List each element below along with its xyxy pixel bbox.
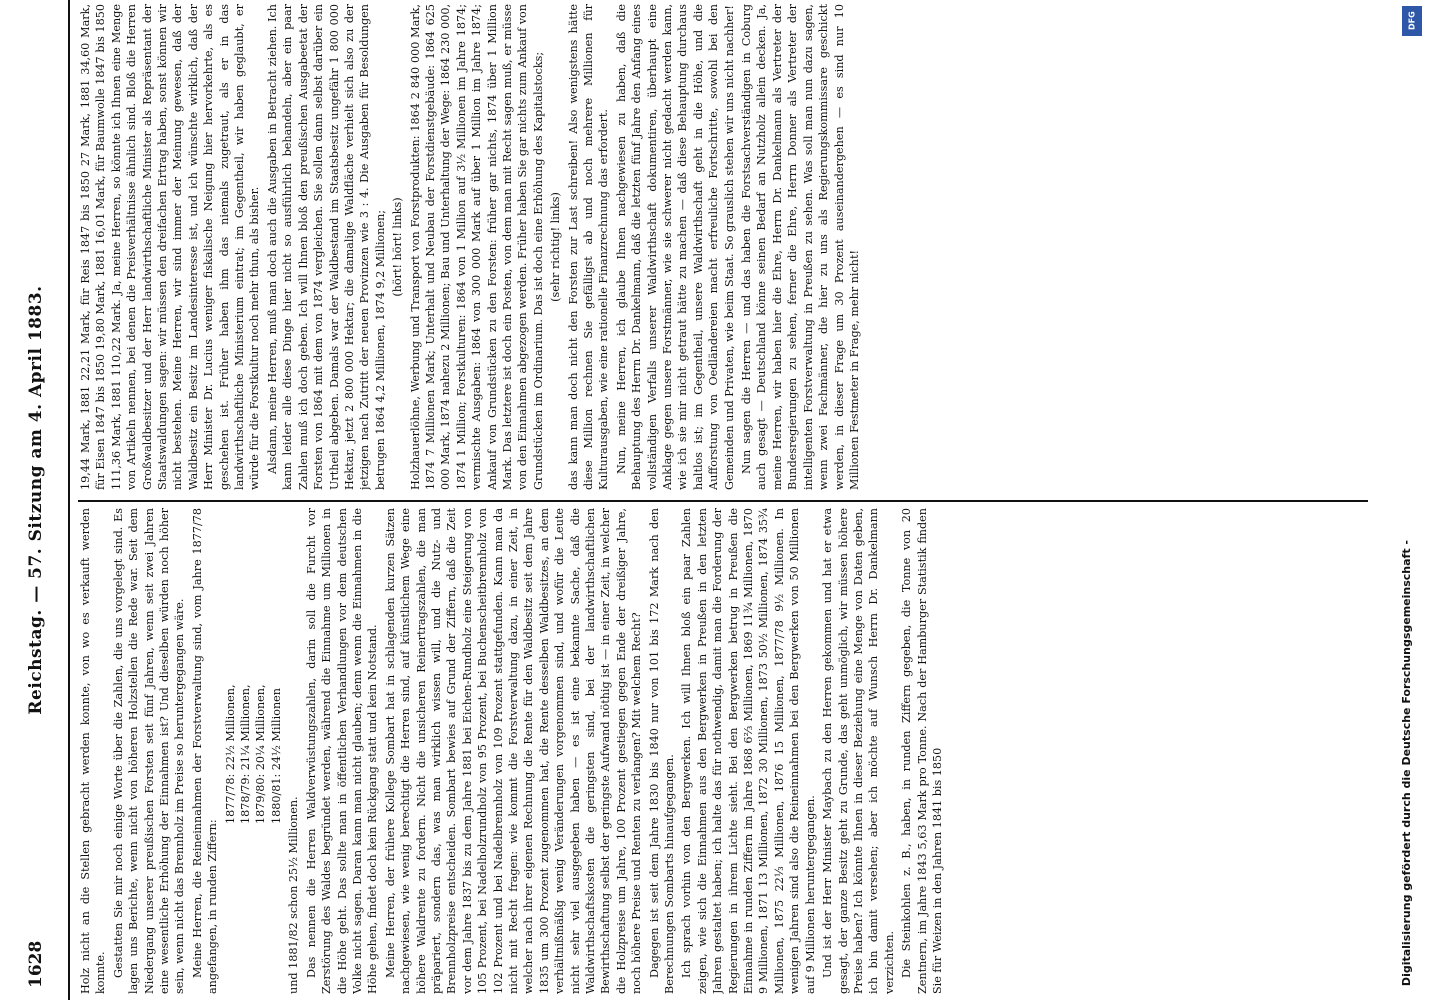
page-header (0, 0, 70, 1000)
paragraph: Und ist der Herr Minister Maybach zu den Herren gekommen und hat er etwa gesagt, der ganze Besitz geht zu Grunde, das geht unmöglich, wir müssen höhere Preise haben? Ich könnte Ihnen in dieser Beziehung eine Menge von Daten geben, ich bin damit versehen; aber ich möchte auf Wunsch Herrn Dr. Dankelmann verzichten. (821, 508, 896, 994)
paragraph: das kann man doch nicht den Forsten zur Last schreiben! Also wenigstens hätte diese Million rechnen Sie gefälligst ab und noch mehrere Millionen für Kulturausgaben, wie eine rationelle Finanzrechnung das erfordert. (566, 4, 611, 490)
page-number: 1628 (26, 940, 46, 988)
table-row: 1880/81: 24½ Millionen (269, 688, 283, 824)
left-column (78, 508, 1368, 994)
paragraph: Alsdann, meine Herren, muß man doch auch die Ausgaben in Betracht ziehen. Ich kann leider alle diese Dinge hier nicht so ausführlich behandeln, aber ein paar Zahlen muß ich doch geben. Ich will Ihnen bloß den preußischen Ausgabeetat der Forsten von 1864 mit dem von 1874 vergleichen. Sie sollen dann selbst darüber ein Urtheil abgeben. Damals war der Waldbestand im Staatsbesitz ungefähr 1 800 000 Hektar, jetzt 2 800 000 Hektar; die damalige Waldfläche verhielt sich also zu der jetzigen nach Zutritt der neuen Provinzen wie 3 : 4. Die Ausgaben für Besoldungen betrugen 1864 4,2 Millionen, 1874 9,2 Millionen; (265, 4, 387, 490)
paragraph: Holz nicht an die Stellen gebracht werden konnte, von wo es verkauft werden konnte. (79, 508, 108, 994)
table-row: 1877/78: 22½ Millionen, (223, 684, 237, 824)
digitization-sidebar (1392, 0, 1432, 1000)
paragraph: Nun, meine Herren, ich glaube Ihnen nachgewiesen zu haben, daß die Behauptung des Herrn Dr. Dankelmann, daß die letzten fünf Jahre den Anfang eines vollständigen Verfalls unserer Waldwirthschaft dokumentiren, überhaupt eine Anklage gegen unsere Forstmänner, wie sie schwerer nicht gedacht werden kann, wie ich sie mir nicht getraut hätte zu machen — daß diese Behauptung durchaus haltlos ist; im Gegentheil, unsere Waldwirthschaft geht in die Höhe, und die Aufforstung von Oedländereien macht erfreuliche Fortschritte, sowohl bei den Gemeinden und Privaten, wie beim Staat. So grauslich stehen wir uns nicht nachher! (614, 4, 736, 490)
paragraph: Holzhauerlöhne, Werbung und Transport von Forstprodukten: 1864 2 840 000 Mark, 1874 7 Millionen Mark; Unterhalt und Neubau der Forstdienstgebäude: 1864 625 000 Mark, 1874 nahezu 2 Millionen; Bau und Unterhaltung der Wege: 1864 230 000, 1874 1 Million; Forstkulturen: 1864 von 1 Million auf 3½ Millionen im Jahre 1874; vermischte Ausgaben: 1864 von 300 000 Mark auf über 1 Million im Jahre 1874; Ankauf von Grundstücken zu den Forsten: früher gar nichts, 1874 über 1 Million Mark. Das letztere ist doch ein Posten, von dem man mit Recht sagen muß, er müsse von den Einnahmen abgezogen werden. Früher haben Sie gar nichts zum Ankauf von Grundstücken im Ordinarium. Das ist doch eine Erhöhung des Kapitalstocks; (408, 4, 545, 490)
digitization-credit: Digitalisierung gefördert durch die Deutsche Forschungsgemeinschaft - (1400, 540, 1413, 987)
text-columns (78, 0, 1368, 1000)
paragraph: Ich sprach vorhin von den Bergwerken. Ich will Ihnen bloß ein paar Zahlen zeigen, wie sich die Einnahmen aus den Bergwerken in Preußen in den letzten Jahren gestaltet haben; ich halte das für nothwendig, damit man die Forderung der Regierungen in ihrem Lichte sieht. Bei den Bergwerken betrug in Preußen die Einnahme in runden Ziffern im Jahre 1868 6⅔ Millionen, 1869 11¾ Millionen, 1870 9 Millionen, 1871 13 Millionen, 1872 30 Millionen, 1873 50½ Millionen, 1874 35¾ Millionen, 1875 22⅓ Millionen, 1876 15 Millionen, 1877/78 9½ Millionen. In wenigen Jahren sind also die Reineinnahmen bei den Bergwerken von 50 Millionen auf 9 Millionen heruntergegangen. (680, 508, 817, 994)
revenue-table (223, 508, 285, 824)
paragraph: Nun sagen die Herren — und das haben die Forstsachverständigen in Coburg auch gesagt — Deutschland könne seinen Bedarf an Nutzholz allein decken. Ja, meine Herren, wir haben hier die Ehre, Herrn Dr. Dankelmann als Vertreter der Bundesregierungen zu sehen, ferner die Ehre, Herrn Donner als Vertreter der intelligenten Forstverwaltung in Preußen zu sehen. Was soll man nun dazu sagen, wenn zwei Fachmänner, die hier zu uns als Regierungskommissare geschickt werden, in dieser Frage um 30 Prozent auseinandergehen — es sind nur 10 Millionen Festmeter in Frage, mehr nicht! (740, 4, 861, 490)
paragraph: Meine Herren, die Reineinnahmen der Forstverwaltung sind, vom Jahre 1877/78 angefangen, in runden Ziffern: (190, 508, 220, 994)
paragraph: Die Steinkohlen z. B., haben, in runden Ziffern gegeben, die Tonne von 20 Zentnern, im Jahre 1843 5,63 Mark pro Tonne. Nach der Hamburger Statistik finden Sie für Weizen in den Jahren 1841 bis 1850 (900, 508, 944, 994)
table-row: 1878/79: 21¼ Millionen, (239, 684, 253, 824)
table-row: 1879/80: 20¼ Millionen, (254, 684, 268, 824)
dfg-logo: DFG (1402, 6, 1422, 36)
right-column (78, 4, 1368, 490)
column-divider (78, 500, 1368, 502)
running-title: Reichstag. — 57. Sitzung am 4. April 1883. (26, 285, 46, 715)
paragraph: Meine Herren, der frühere Kollege Sombart hat in schlagenden kurzen Sätzen nachgewiesen, wie wenig berechtigt die Herren sind, auf künstlichem Wege eine höhere Waldrente zu fordern. Nicht die unsicheren Reinertragszahlen, die man präpariert, sondern das, was man wirklich wissen will, und die Nutz- und Brennholzpreise entscheiden. Sombart bewies auf Grund der Ziffern, daß die Zeit vor dem Jahre 1837 bis zu dem Jahre 1881 bei Eichen-Rundholz eine Steigerung von 105 Prozent, bei Nadelholzrundholz von 95 Prozent, bei Buchenscheitbrennholz von 102 Prozent und bei Nadelbrennholz von 109 Prozent stattgefunden. Kann man da nicht mit Recht fragen: wie kommt die Forstverwaltung dazu, in einer Zeit, in welcher nach ihrer eigenen Rechnung die Rente für den Waldbesitz seit dem Jahre 1835 um 300 Prozent zugenommen hat, die Rente desselben Waldbesitzes, an dem verhältnißmäßig wenig Veränderungen vorgenommen sind, und wofür die Leute nicht sehr viel ausgegeben haben — es ist eine bekannte Sache, daß die Waldwirthschaftskosten die geringsten sind, bei der landwirthschaftlichen Bewirthschaftung selbst der geringste Aufwand nöthig ist — in einer Zeit, in welcher die Holzpreise um Jahre, 100 Prozent gestiegen gegen Ende der dreißiger Jahre, noch höhere Preise und Renten zu verlangen? Mit welchem Recht? (383, 508, 644, 994)
paragraph: Gestatten Sie mir noch einige Worte über die Zahlen, die uns vorgelegt sind. Es lagen uns Berichte, wenn nicht von höheren Holzstellen die Rede war. Seit dem Niedergang unserer preußischen Forsten seit fünf Jahren, wenn seit zwei Jahren eine wesentliche Erhöhung der Einnahmen ist? Und dieselben würden noch höher sein, wenn nicht das Brennholz im Preise so heruntergegangen wäre. (111, 508, 187, 994)
paragraph: und 1881/82 schon 25½ Millionen. (287, 796, 301, 994)
paragraph: Das nennen die Herren Waldverwüstungszahlen, darin soll die Furcht vor Zerstörung des Waldes begründet werden, während die Einnahme um Millionen in die Höhe geht. Das sollte man in öffentlichen Verhandlungen vor dem deutschen Volke nicht sagen. Daran kann man nicht glauben; denn wenn die Einnahmen in die Höhe gehen, findet doch kein Rückgang statt und kein Notstand. (304, 508, 380, 994)
paragraph: Dagegen ist seit dem Jahre 1830 bis 1840 nur von 101 bis 172 Mark nach den Berechnungen Sombarts hinaufgegangen. (647, 508, 677, 994)
interjection: (hört! hört! links) (391, 197, 405, 297)
paragraph: 19,44 Mark, 1881 22,21 Mark, für Reis 1847 bis 1850 27 Mark, 1881 34,60 Mark, für Eisen 1847 bis 1850 19,80 Mark, 1881 16,01 Mark, für Baumwolle 1847 bis 1850 111,36 Mark, 1881 110,22 Mark. Ja, meine Herren, so könnte ich Ihnen eine Menge von Artikeln nennen, bei denen die Preisverhältnisse ähnlich sind. Bloß die Herren Großwaldbesitzer und der Herr landwirthschaftliche Minister als Repräsentant der Staatswaldungen sagen: wir müssen den dreifachen Ertrag haben, sonst können wir nicht bestehen. Meine Herren, wir sind immer der Meinung gewesen, daß der Waldbesitz ein Besitz im Landesinteresse ist, und ich wünschte wirklich, daß der Herr Minister Dr. Lucius weniger fiskalische Neigung hier hervorkehrte, als es geschehen ist. Früher haben ihm das niemals zugetraut, als er in das landwirthschaftliche Ministerium eintrat; im Gegentheil, wir haben geglaubt, er würde für die Forstkultur noch mehr thun, als bisher. (79, 4, 262, 490)
interjection: (sehr richtig! links) (549, 192, 563, 302)
